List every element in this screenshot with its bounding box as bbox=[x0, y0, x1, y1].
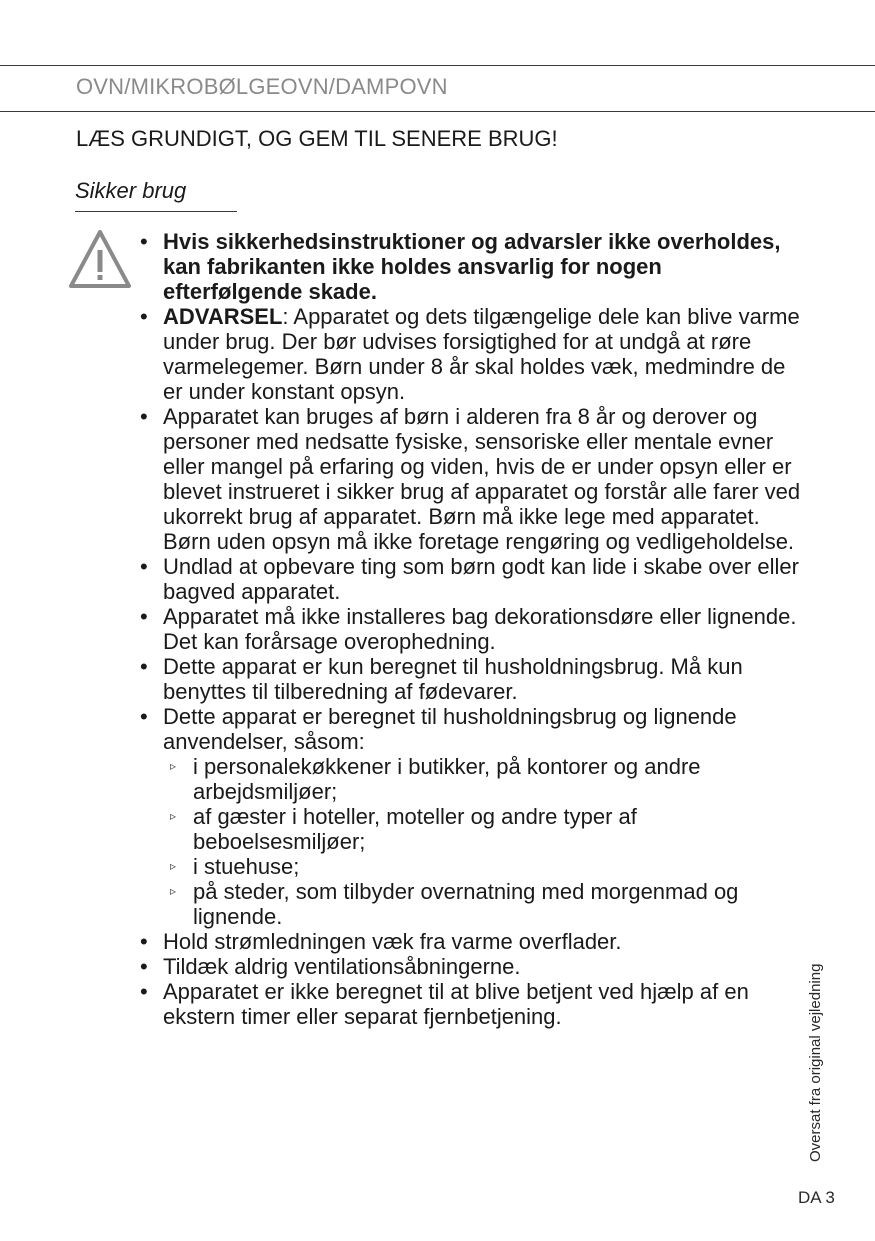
list-item: • Undlad at opbevare ting som børn godt kan lide i skabe over eller bagved apparatet. bbox=[140, 554, 799, 604]
header-top-rule bbox=[0, 65, 875, 66]
triangle-bullet-icon: ▹ bbox=[170, 884, 177, 898]
bullet-icon: • bbox=[140, 954, 148, 979]
triangle-bullet-icon: ▹ bbox=[170, 859, 177, 873]
bullet-icon: • bbox=[140, 229, 148, 254]
list-item: • Apparatet er ikke beregnet til at blive betjent ved hjælp af en ekstern timer eller separat fjernbetjening. bbox=[140, 979, 749, 1029]
sub-list-item: ▹ i personalekøkkener i butikker, på kontorer og andre arbejdsmiljøer; bbox=[170, 754, 701, 804]
sub-list-item: ▹ i stuehuse; bbox=[170, 854, 300, 879]
bullet-icon: • bbox=[140, 304, 148, 329]
translation-note: Oversat fra original vejledning bbox=[807, 963, 824, 1162]
sub-list-item: ▹ på steder, som tilbyder overnatning med morgenmad og lignende. bbox=[170, 879, 739, 929]
safety-list bbox=[137, 229, 807, 1029]
page-number: DA 3 bbox=[798, 1188, 835, 1207]
list-item: • Apparatet må ikke installeres bag dekorationsdøre eller lignende. Det kan forårsage overophedning. bbox=[140, 604, 797, 654]
bullet-icon: • bbox=[140, 704, 148, 729]
section-underline bbox=[75, 211, 237, 212]
triangle-bullet-icon: ▹ bbox=[170, 759, 177, 773]
section-title: Sikker brug bbox=[75, 178, 187, 203]
list-item: • Hvis sikkerhedsinstruktioner og advarsler ikke overholdes, kan fabrikanten ikke holdes ansvarlig for nogen efterfølgende skade. bbox=[140, 229, 781, 304]
list-item: • ADVARSEL: Apparatet og dets tilgængelige dele kan blive varme under brug. Der bør udvises forsigtighed for at undgå at røre varmelegemer. Børn under 8 år skal holdes væk, medmindre de er under konstant opsyn. bbox=[140, 304, 800, 404]
document-header: OVN/MIKROBØLGEOVN/DAMPOVN bbox=[76, 74, 448, 99]
bullet-icon: • bbox=[140, 929, 148, 954]
bullet-icon: • bbox=[140, 979, 148, 1004]
sub-list bbox=[163, 754, 807, 929]
triangle-bullet-icon: ▹ bbox=[170, 809, 177, 823]
warning-triangle-icon bbox=[68, 228, 132, 290]
list-item: • Tildæk aldrig ventilationsåbningerne. bbox=[140, 954, 521, 979]
list-item: • Dette apparat er kun beregnet til husholdningsbrug. Må kun benyttes til tilberedning af fødevarer. bbox=[140, 654, 743, 704]
sub-list-item: ▹ af gæster i hoteller, moteller og andre typer af beboelsesmiljøer; bbox=[170, 804, 637, 854]
list-item: • Dette apparat er beregnet til husholdningsbrug og lignende anvendelser, såsom: ▹ i personalekøkkener i butikker, på kontorer og andre arbejdsmiljøer; ▹ af gæster i hoteller, moteller og andre typer af beboelsesmiljøer; ▹ i stuehuse; ▹ på steder, som tilbyder overnatning med morgenmad og lignende. bbox=[137, 704, 807, 929]
header-bottom-rule bbox=[0, 111, 875, 112]
warning-label: ADVARSEL bbox=[163, 304, 283, 329]
page-title: LÆS GRUNDIGT, OG GEM TIL SENERE BRUG! bbox=[76, 126, 558, 151]
list-item: • Apparatet kan bruges af børn i alderen fra 8 år og derover og personer med nedsatte fysiske, sensoriske eller mentale evner eller mangel på erfaring og viden, hvis de er under opsyn eller er blevet instrueret i sikker brug af apparatet og forstår alle farer ved ukorrekt brug af apparatet. Børn må ikke lege med apparatet. Børn uden opsyn må ikke foretage rengøring og vedligeholdelse. bbox=[140, 404, 801, 554]
bullet-icon: • bbox=[140, 554, 148, 579]
bullet-icon: • bbox=[140, 404, 148, 429]
bullet-icon: • bbox=[140, 654, 148, 679]
list-item: • Hold strømledningen væk fra varme overflader. bbox=[140, 929, 622, 954]
bullet-icon: • bbox=[140, 604, 148, 629]
